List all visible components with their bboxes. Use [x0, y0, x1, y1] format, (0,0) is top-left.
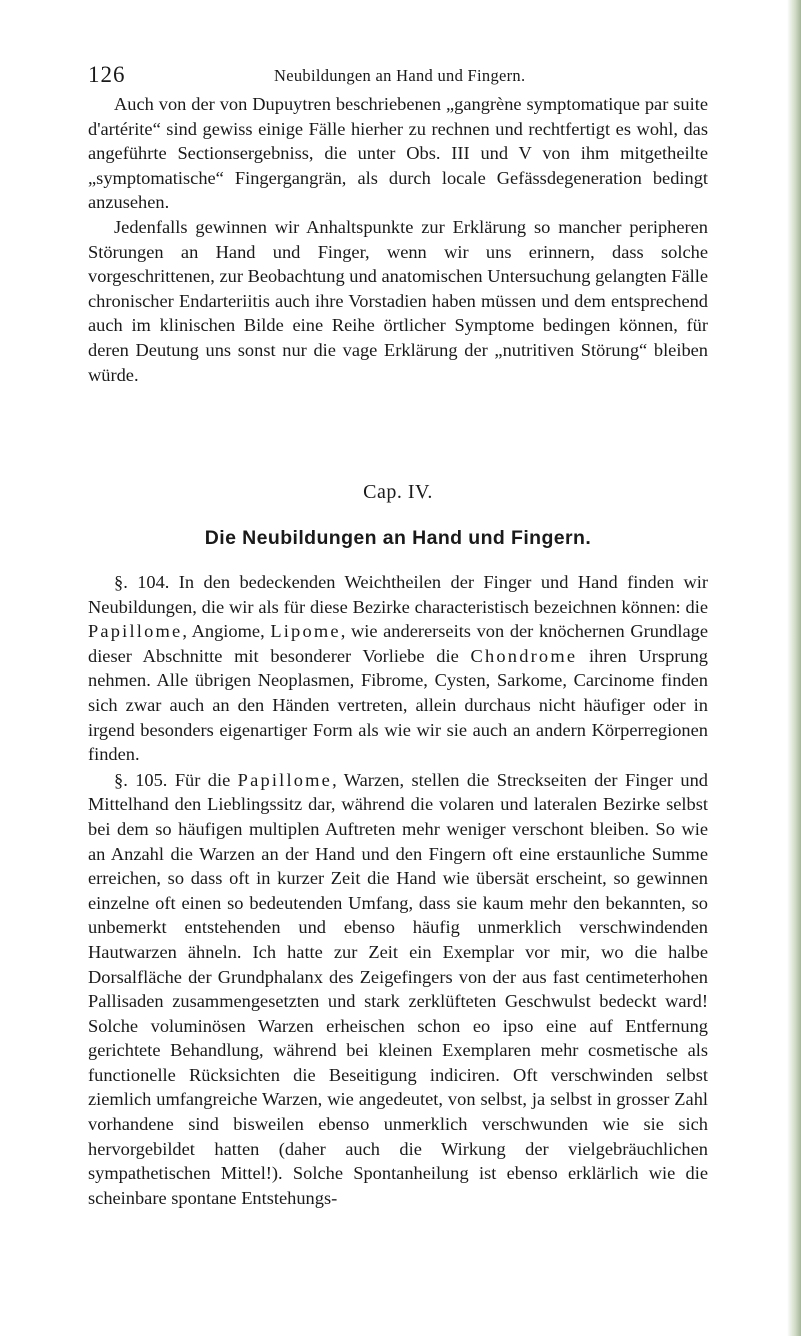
paragraph-104 [88, 570, 708, 767]
section-endarteriitis [88, 92, 708, 387]
text-run: , Warzen, stellen die Streckseiten der Finger und Mittelhand den Lieblingssitz dar, während die volaren und lateralen Bezirke selbst bei dem so häufigen multiplen Auftreten mehr weniger verschont bleiben. So wie an Anzahl die Warzen an der Hand und den Fingern oft eine erstaunliche Summe erreichen, so dass oft in kurzer Zeit die Hand wie übersät erscheint, so gewinnen einzelne oft einen so bedeutenden Umfang, dass sie kaum mehr den bekannten, so unbemerkt entstehenden und ebenso häufig unmerklich verschwindenden Hautwarzen ähneln. Ich hatte zur Zeit ein Exemplar vor mir, wo die halbe Dorsalfläche der Grundphalanx des Zeigefingers von der aus fast centimeterhohen Pallisaden zusammengesetzten und stark zerklüfteten Geschwulst bedeckt ward! Solche voluminösen Warzen erheischen schon eo ipso eine auf Entfernung gerichtete Behandlung, während bei kleinen Exemplaren mehr cosmetische als functionelle Rücksichten die Beseitigung indiciren. Oft verschwinden selbst ziemlich umfangreiche Warzen, wie angedeutet, von selbst, ja selbst in grosser Zahl vorhandene sind bisweilen ebenso unmerklich verschwunden wie sie sich hervorgebildet hatten (daher auch die Wirkung der vielgebräuchlichen sympathetischen Mittel!). Solche Spontanheilung ist ebenso erklärlich wie die scheinbare spontane Entstehungs- [88, 769, 708, 1208]
chapter-number: Cap. IV. [363, 481, 433, 503]
text-run: §. 105. Für die [114, 769, 238, 790]
text-run: ihren Ursprung nehmen. Alle übrigen Neoplasmen, Fibrome, Cysten, Sarkome, Carcinome finden sich zwar auch an den Händen vertreten, allein durchaus nicht häufiger oder in irgend besonders eigenartiger Form als wie wir sie auch an andern Körperregionen finden. [88, 645, 708, 765]
text-run: , [182, 621, 192, 642]
chapter-title: Die Neubildungen an Hand und Fingern. [204, 527, 592, 549]
running-head [88, 62, 708, 92]
term-papillome: Papillome [88, 621, 183, 642]
running-title: Neubildungen an Hand und Fingern. [274, 66, 526, 85]
text-run: , wie andererseits von der knöchernen Grundlage dieser Abschnitte mit besonderer Vorliebe die [88, 621, 708, 666]
text-run: §. 104. In den bedeckenden Weichtheilen der Finger und Hand finden wir Neubildungen, die wir als für diese Bezirke characteristisch bezeichnen können: die [88, 572, 708, 617]
term-chondrome: Chondrome [470, 645, 578, 666]
section-neubildungen [88, 570, 708, 1210]
text-run: , [260, 621, 271, 642]
page-edge-shadow [787, 0, 801, 1336]
page-number: 126 [88, 62, 126, 87]
term-lipome: Lipome [270, 621, 341, 642]
paragraph: Auch von der von Dupuytren beschriebenen „gangrène symptomatique par suite d'artérite“ sind gewiss einige Fälle hierher zu rechnen und rechtfertigt es wohl, das angeführte Sectionsergebniss, die unter Obs. III und V von ihm mitgetheilte „symptomatische“ Fingergangrän, als durch locale Gefässdegeneration bedingt anzusehen. [88, 94, 708, 213]
term-papillome: Papillome [237, 769, 333, 790]
paragraph: Jedenfalls gewinnen wir Anhaltspunkte zur Erklärung so mancher peripheren Störungen an Hand und Finger, wenn wir uns erinnern, dass solche vorgeschrittenen, zur Beobachtung und anatomischen Untersuchung gelangten Fälle chronischer Endarteriitis auch ihre Vorstadien haben müssen und dem entsprechend auch im klinischen Bilde eine Reihe örtlicher Symptome bedingen können, für deren Deutung uns sonst nur die vage Erklärung der „nutritiven Störung“ bleiben würde. [88, 216, 708, 385]
paragraph-105 [88, 768, 708, 1211]
term-angiome: Angiome [191, 621, 261, 642]
